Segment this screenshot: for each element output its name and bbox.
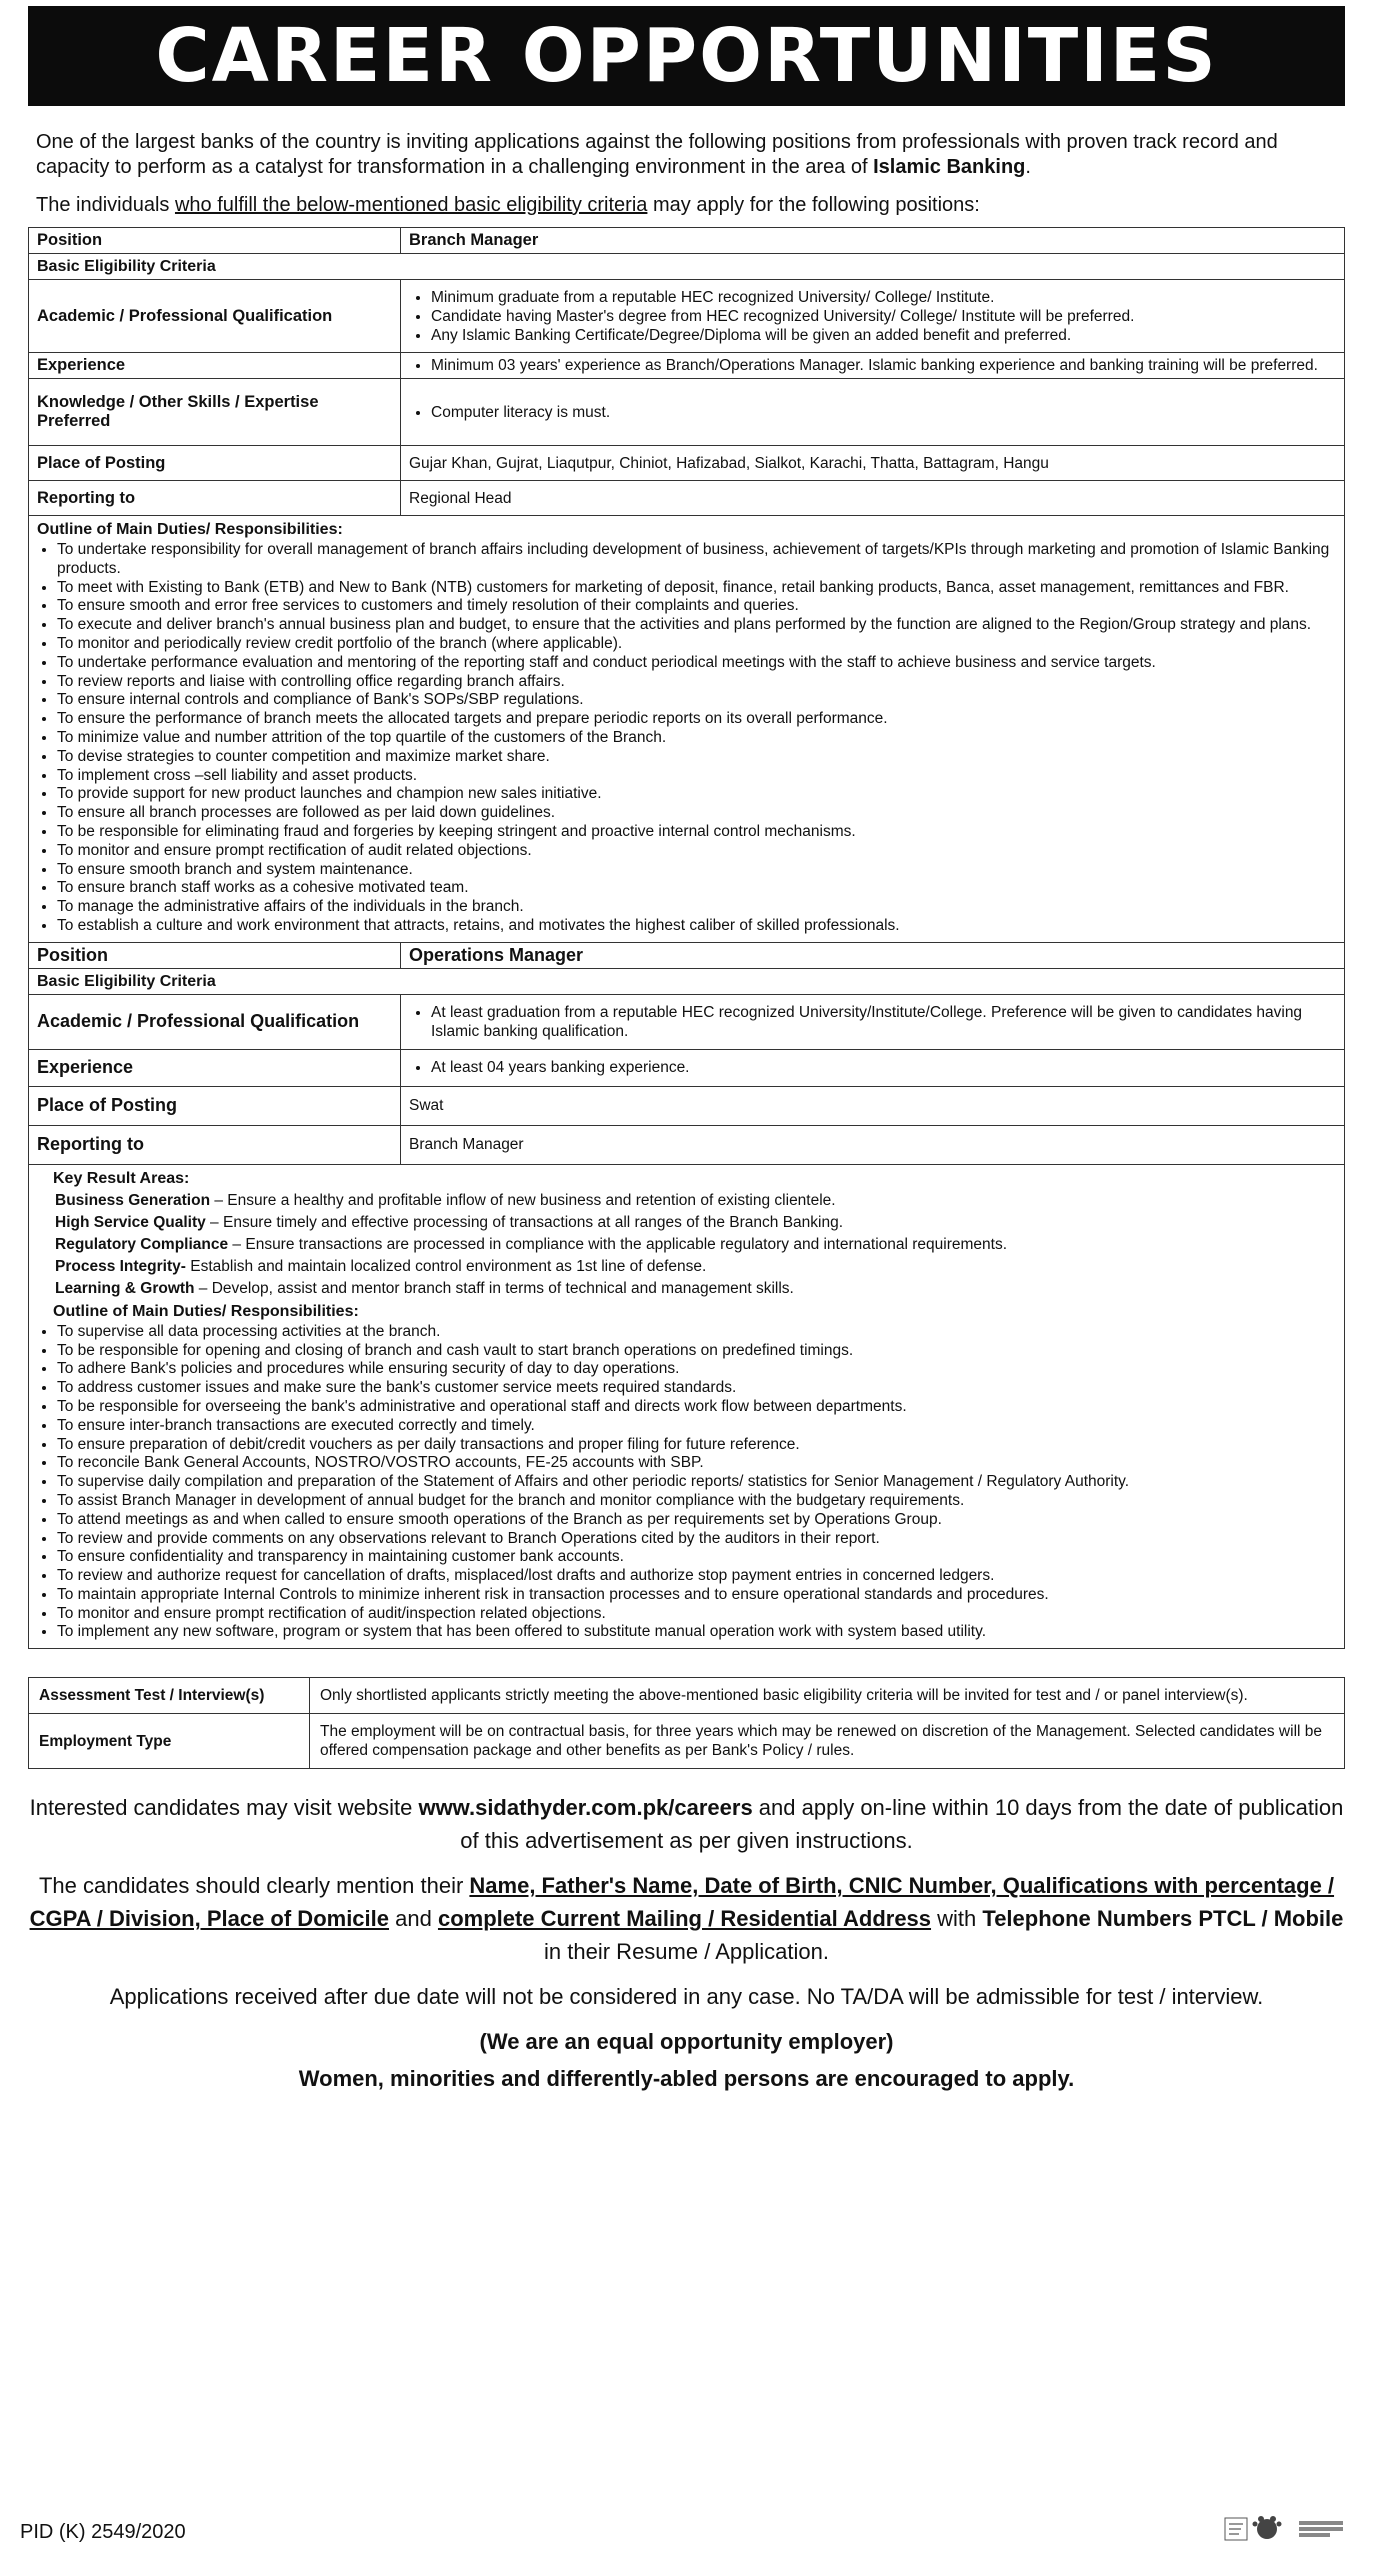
bm-duties-cell xyxy=(29,516,1345,943)
om-posting-value: Swat xyxy=(401,1086,1345,1125)
bm-reporting-value: Regional Head xyxy=(401,481,1345,516)
bm-duty-item: • To meet with Existing to Bank (ETB) and New to Bank (NTB) customers for marketing of deposit, finance, retail banking products, Banca, asset management, remittances and FBR. xyxy=(57,579,1336,598)
om-experience-row xyxy=(29,1049,1345,1086)
kra-description: Establish and maintain localized control environment as 1st line of defense. xyxy=(185,1257,707,1275)
bm-academic-label: Academic / Professional Qualification xyxy=(29,280,401,353)
om-experience-label: Experience xyxy=(29,1049,401,1086)
bm-posting-value: Gujar Khan, Gujrat, Liaqutpur, Chiniot, Hafizabad, Sialkot, Karachi, Thatta, Battagram, Hangu xyxy=(401,446,1345,481)
kra-title: High Service Quality xyxy=(55,1213,206,1231)
om-duty-item: • To reconcile Bank General Accounts, NOSTRO/VOSTRO accounts, FE-25 accounts with SBP. xyxy=(57,1454,1336,1473)
om-duty-item: • To supervise all data processing activities at the branch. xyxy=(57,1323,1336,1342)
om-experience-value xyxy=(401,1049,1345,1086)
om-academic-row xyxy=(29,994,1345,1049)
om-duty-item: • To review and authorize request for cancellation of drafts, misplaced/lost drafts and authorize stop payment entries in concerned ledgers. xyxy=(57,1567,1336,1586)
bm-knowledge-value xyxy=(401,379,1345,446)
banner-title: CAREER OPPORTUNITIES xyxy=(28,6,1345,106)
employment-type-label: Employment Type xyxy=(29,1714,310,1769)
om-experience-list xyxy=(409,1058,1336,1077)
bm-experience-row xyxy=(29,353,1345,379)
kra-item xyxy=(55,1212,1336,1234)
bm-experience-value xyxy=(401,353,1345,379)
bm-duties-list xyxy=(37,541,1336,936)
kra-title: Process Integrity- xyxy=(55,1257,186,1275)
kra-description: – Develop, assist and mentor branch staff in terms of technical and management skills. xyxy=(194,1279,794,1297)
bm-academic-row xyxy=(29,280,1345,353)
bm-knowledge-label: Knowledge / Other Skills / Expertise Preferred xyxy=(29,379,401,446)
bm-posting-label: Place of Posting xyxy=(29,446,401,481)
bm-knowledge-row xyxy=(29,379,1345,446)
bm-duty-item: • To ensure internal controls and compliance of Bank's SOPs/SBP regulations. xyxy=(57,691,1336,710)
om-duty-item: • To be responsible for opening and closing of branch and cash vault to start branch operations on predefined timings. xyxy=(57,1342,1336,1361)
om-posting-row xyxy=(29,1086,1345,1125)
kra-title: Regulatory Compliance xyxy=(55,1235,229,1253)
careers-link[interactable]: www.sidathyder.com.pk/careers xyxy=(418,1795,753,1821)
bm-knowledge-item: • Computer literacy is must. xyxy=(431,403,1336,422)
bm-duty-item: • To be responsible for eliminating fraud and forgeries by keeping stringent and proactive internal control mechanisms. xyxy=(57,823,1336,842)
employment-type-value: The employment will be on contractual basis, for three years which may be renewed on discretion of the Management. Selected candidates will be offered compensation package and other benefits as per Bank's Policy / rules. xyxy=(310,1714,1345,1769)
apply-text: Interested candidates may visit website xyxy=(29,1795,419,1821)
closing-section xyxy=(28,1791,1345,2095)
om-academic-label: Academic / Professional Qualification xyxy=(29,994,401,1049)
bm-knowledge-list xyxy=(409,403,1336,422)
bm-reporting-row xyxy=(29,481,1345,516)
bm-duty-item: • To ensure smooth branch and system maintenance. xyxy=(57,861,1336,880)
logo-small-text-icon xyxy=(1299,2519,1343,2539)
om-position-label: Position xyxy=(29,942,401,968)
bm-duty-item: • To ensure all branch processes are followed as per laid down guidelines. xyxy=(57,804,1336,823)
bm-duty-item: • To provide support for new product launches and champion new sales initiative. xyxy=(57,785,1336,804)
om-reporting-label: Reporting to xyxy=(29,1125,401,1164)
bm-duty-item: • To monitor and periodically review credit portfolio of the branch (where applicable). xyxy=(57,635,1336,654)
bm-duty-item: • To implement cross –sell liability and asset products. xyxy=(57,767,1336,786)
om-academic-item: • At least graduation from a reputable HEC recognized University/Institute/College. Preference will be given to candidates having Islamic banking qualification. xyxy=(431,1003,1336,1041)
intro-bold: Islamic Banking xyxy=(873,156,1026,178)
pid-number: PID (K) 2549/2020 xyxy=(20,2521,186,2543)
logo-mark-icon xyxy=(1223,2510,1293,2548)
bm-duty-item: • To establish a culture and work environment that attracts, retains, and motivates the highest caliber of skilled professionals. xyxy=(57,917,1336,936)
om-academic-value xyxy=(401,994,1345,1049)
om-criteria-row xyxy=(29,968,1345,994)
om-duty-item: • To address customer issues and make sure the bank's customer service meets required standards. xyxy=(57,1379,1336,1398)
bm-position-label: Position xyxy=(29,228,401,254)
om-duty-item: • To implement any new software, program or system that has been offered to substitute manual operation work with system based utility. xyxy=(57,1623,1336,1642)
bm-duty-item: • To execute and deliver branch's annual business plan and budget, to ensure that the activities and plans performed by the function are aligned to the Region/Group strategy and plans. xyxy=(57,616,1336,635)
om-duty-item: • To ensure preparation of debit/credit vouchers as per daily transactions and proper filing for future reference. xyxy=(57,1436,1336,1455)
equal-opportunity-line: (We are an equal opportunity employer) xyxy=(479,2029,894,2055)
assessment-table xyxy=(28,1677,1345,1769)
kra-title: Learning & Growth xyxy=(55,1279,195,1297)
positions-table xyxy=(28,227,1345,1649)
intro2-start: The individuals xyxy=(36,194,175,216)
bm-academic-item: • Any Islamic Banking Certificate/Degree/Diploma will be given an added benefit and preferred. xyxy=(431,326,1336,345)
mention-and: and xyxy=(389,1906,438,1932)
om-position-row xyxy=(29,942,1345,968)
advertisement-page xyxy=(0,6,1373,2566)
bm-duty-item: • To minimize value and number attrition of the top quartile of the customers of the Branch. xyxy=(57,729,1336,748)
mention-address: complete Current Mailing / Residential Address xyxy=(437,1906,932,1932)
mention-paragraph xyxy=(28,1869,1345,1968)
bm-duties-row xyxy=(29,516,1345,943)
om-experience-item: • At least 04 years banking experience. xyxy=(431,1058,1336,1077)
om-posting-label: Place of Posting xyxy=(29,1086,401,1125)
om-duty-item: • To review and provide comments on any observations relevant to Branch Operations cited by the auditors in their report. xyxy=(57,1530,1336,1549)
om-duties-list xyxy=(37,1323,1336,1643)
bm-experience-item: • Minimum 03 years' experience as Branch/Operations Manager. Islamic banking experience and banking training will be preferred. xyxy=(431,356,1336,375)
intro2-underline: who fulfill the below-mentioned basic eligibility criteria xyxy=(174,194,648,216)
intro-paragraph xyxy=(36,130,1337,180)
om-criteria-label: Basic Eligibility Criteria xyxy=(29,968,1345,994)
kra-item xyxy=(55,1190,1336,1212)
intro-text: One of the largest banks of the country is inviting applications against the following positions from professionals with proven track record and capacity to perform as a catalyst for transformation in a challenging environment in the area of xyxy=(36,131,1278,178)
kra-item xyxy=(55,1278,1336,1300)
bm-experience-list xyxy=(409,356,1336,375)
assessment-test-value: Only shortlisted applicants strictly meeting the above-mentioned basic eligibility criteria will be invited for test and / or panel interview(s). xyxy=(310,1678,1345,1714)
bm-position-value: Branch Manager xyxy=(401,228,1345,254)
bm-duty-item: • To undertake performance evaluation and mentoring of the reporting staff and conduct periodical meetings with the staff to achieve business and service targets. xyxy=(57,654,1336,673)
mention-fields: Name, Father's Name, Date of Birth, CNIC Number, Qualifications with percentage / CGPA / Division, Place of Domicile xyxy=(29,1873,1335,1932)
bm-experience-label: Experience xyxy=(29,353,401,379)
bm-duty-item: • To review reports and liaise with controlling office regarding branch affairs. xyxy=(57,673,1336,692)
intro-eligibility xyxy=(36,194,1337,217)
om-reporting-value: Branch Manager xyxy=(401,1125,1345,1164)
assessment-test-row xyxy=(29,1678,1345,1714)
bm-reporting-label: Reporting to xyxy=(29,481,401,516)
bm-criteria-row xyxy=(29,254,1345,280)
bm-posting-row xyxy=(29,446,1345,481)
mention-end: in their Resume / Application. xyxy=(544,1939,829,1965)
om-duties-row xyxy=(29,1164,1345,1649)
bm-duty-item: • To devise strategies to counter competition and maximize market share. xyxy=(57,748,1336,767)
bm-duty-item: • To undertake responsibility for overall management of branch affairs including development of business, achievement of targets/KPIs through marketing and promotion of Islamic Banking products. xyxy=(57,541,1336,579)
bm-duty-item: • To manage the administrative affairs of the individuals in the branch. xyxy=(57,898,1336,917)
encouraged-line: Women, minorities and differently-abled persons are encouraged to apply. xyxy=(298,2066,1075,2092)
publisher-logo xyxy=(1223,2510,1343,2548)
bm-criteria-label: Basic Eligibility Criteria xyxy=(29,254,1345,280)
om-duty-item: • To ensure inter-branch transactions are executed correctly and timely. xyxy=(57,1417,1336,1436)
kra-description: – Ensure a healthy and profitable inflow of new business and retention of existing clientele. xyxy=(210,1191,836,1209)
om-duties-cell xyxy=(29,1164,1345,1649)
bm-duty-item: • To monitor and ensure prompt rectification of audit related objections. xyxy=(57,842,1336,861)
bm-academic-item: • Candidate having Master's degree from HEC recognized University/ College/ Institute will be preferred. xyxy=(431,307,1336,326)
bm-position-row xyxy=(29,228,1345,254)
om-reporting-row xyxy=(29,1125,1345,1164)
mention-text: The candidates should clearly mention their xyxy=(38,1873,470,1899)
due-date-paragraph: Applications received after due date will not be considered in any case. No TA/DA will be admissible for test / interview. xyxy=(109,1984,1264,2010)
assessment-test-label: Assessment Test / Interview(s) xyxy=(29,1678,310,1714)
om-academic-list xyxy=(409,1003,1336,1041)
mention-with: with xyxy=(931,1906,983,1932)
om-duty-item: • To supervise daily compilation and preparation of the Statement of Affairs and other periodic reports/ statistics for Senior Management / Regulatory Authority. xyxy=(57,1473,1336,1492)
om-kra-heading: Key Result Areas: xyxy=(53,1169,190,1187)
kra-item xyxy=(55,1256,1336,1278)
om-kra-list xyxy=(37,1190,1336,1300)
om-duty-item: • To maintain appropriate Internal Controls to minimize inherent risk in transaction processes and to ensure operational standards and procedures. xyxy=(57,1586,1336,1605)
apply-text-end: and apply on-line within 10 days from the date of publication of this advertisement as per given instructions. xyxy=(460,1795,1344,1854)
bm-academic-value xyxy=(401,280,1345,353)
employment-type-row xyxy=(29,1714,1345,1769)
bm-duty-item: • To ensure the performance of branch meets the allocated targets and prepare periodic reports on its overall performance. xyxy=(57,710,1336,729)
bm-duties-heading: Outline of Main Duties/ Responsibilities: xyxy=(37,521,343,538)
kra-description: – Ensure timely and effective processing of transactions at all ranges of the Branch Banking. xyxy=(205,1213,844,1231)
kra-description: – Ensure transactions are processed in compliance with the applicable regulatory and international requirements. xyxy=(228,1235,1008,1253)
mention-phone: Telephone Numbers PTCL / Mobile xyxy=(982,1906,1344,1932)
intro2-end: may apply for the following positions: xyxy=(647,194,980,216)
om-duty-item: • To be responsible for overseeing the bank's administrative and operational staff and directs work flow between departments. xyxy=(57,1398,1336,1417)
om-duties-heading: Outline of Main Duties/ Responsibilities: xyxy=(53,1302,359,1320)
kra-title: Business Generation xyxy=(55,1191,211,1209)
bm-academic-item: • Minimum graduate from a reputable HEC recognized University/ College/ Institute. xyxy=(431,288,1336,307)
om-position-value: Operations Manager xyxy=(401,942,1345,968)
om-duty-item: • To assist Branch Manager in development of annual budget for the branch and monitor compliance with the budgetary requirements. xyxy=(57,1492,1336,1511)
om-duty-item: • To adhere Bank's policies and procedures while ensuring security of day to day operations. xyxy=(57,1360,1336,1379)
om-duty-item: • To attend meetings as and when called to ensure smooth operations of the Branch as per requirements set by Operations Group. xyxy=(57,1511,1336,1530)
apply-paragraph xyxy=(28,1791,1345,1857)
bm-duty-item: • To ensure smooth and error free services to customers and timely resolution of their complaints and queries. xyxy=(57,597,1336,616)
om-duty-item: • To ensure confidentiality and transparency in maintaining customer bank accounts. xyxy=(57,1548,1336,1567)
kra-item xyxy=(55,1234,1336,1256)
bm-academic-list xyxy=(409,288,1336,345)
bm-duty-item: • To ensure branch staff works as a cohesive motivated team. xyxy=(57,879,1336,898)
om-duty-item: • To monitor and ensure prompt rectification of audit/inspection related objections. xyxy=(57,1605,1336,1624)
intro-end: . xyxy=(1025,156,1031,178)
